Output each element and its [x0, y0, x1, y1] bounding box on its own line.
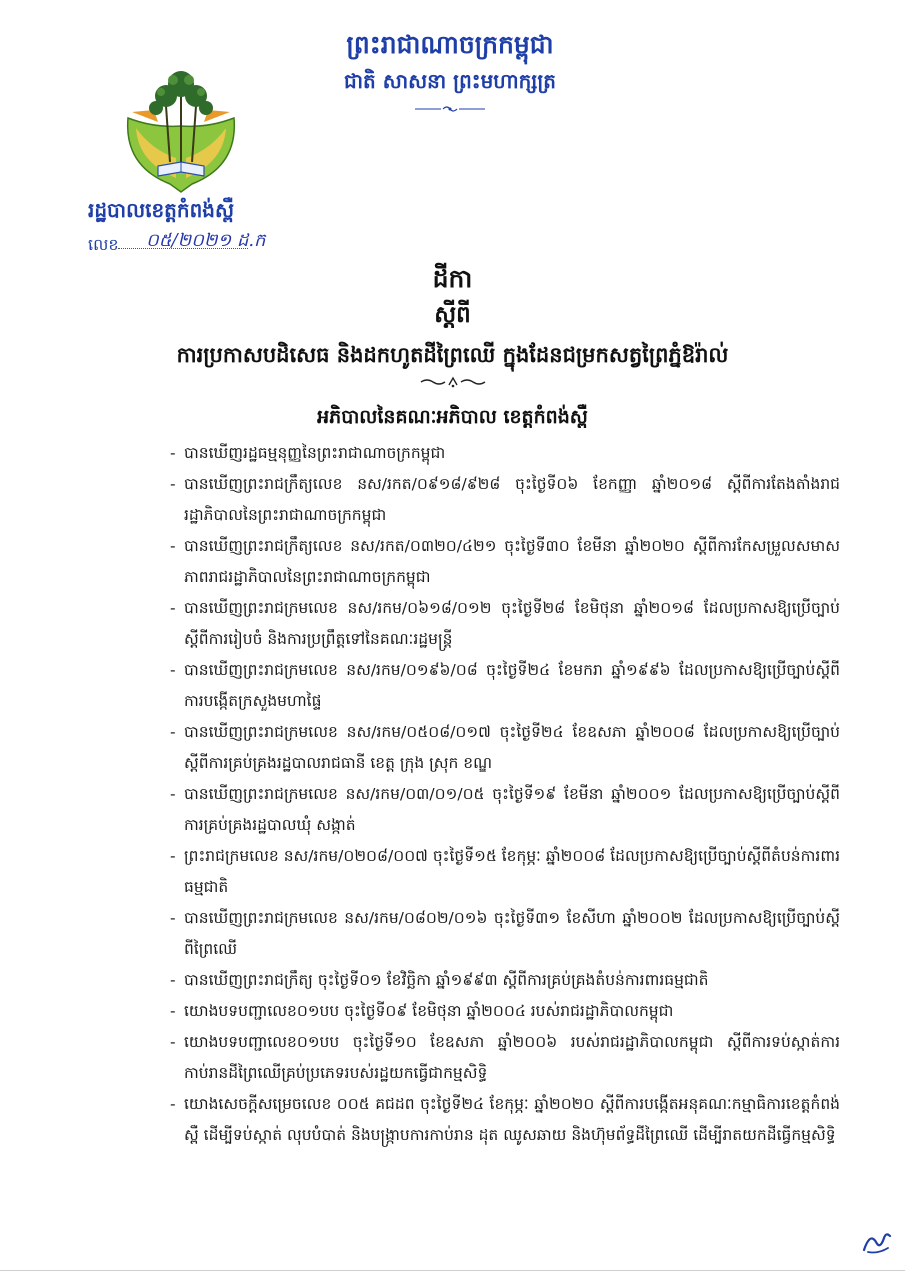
- kingdom-title: ព្រះរាជាណាចក្រកម្ពុជា: [346, 30, 554, 59]
- reference-number-line: [88, 230, 288, 256]
- recital-item: - យោងបទបញ្ជាលេខ០១បប ចុះថ្ងៃទី១០ ខែឧសភា ឆ្នាំ២០០៦ របស់រាជរដ្ឋាភិបាលកម្ពុជា ស្តីពីការទប់ស្កាត់ការកាប់រានដីព្រៃឈើគ្រប់ប្រភេទរបស់រដ្ឋយកធ្វើជាកម្មសិទ្ធិ: [170, 1027, 840, 1089]
- recital-item: - បានឃើញព្រះរាជក្រឹត្យលេខ នស/រកត/០៩១៨/៩២៨ ចុះថ្ងៃទី០៦ ខែកញ្ញា ឆ្នាំ២០១៨ ស្តីពីការតែងតាំងរាជរដ្ឋាភិបាលនៃព្រះរាជាណាចក្រកម្ពុជា: [170, 469, 840, 531]
- reference-label: លេខ: [88, 235, 119, 254]
- provincial-emblem-icon: [118, 66, 244, 194]
- reference-number: ០៥/២០២១ ដ.ក: [146, 230, 266, 251]
- page-bottom-edge: [0, 1270, 905, 1271]
- recital-item: - បានឃើញរដ្ឋធម្មនុញ្ញនៃព្រះរាជាណាចក្រកម្ពុជា: [170, 438, 840, 469]
- recitals-list: [170, 438, 840, 1151]
- document-title-block: [100, 262, 805, 432]
- document-subject: ការប្រកាសបដិសេធ និងដកហូតដីព្រៃឈើ ក្នុងដែនជម្រកសត្វព្រៃភ្នំឱរ៉ាល់: [176, 343, 729, 367]
- handwritten-initials-icon: [862, 1228, 892, 1256]
- recital-item: - បានឃើញព្រះរាជក្រមលេខ នស/រកម/០៨០២/០១៦ ចុះថ្ងៃទី៣១ ខែសីហា ឆ្នាំ២០០២ ដែលប្រកាសឱ្យប្រើច្បាប់ស្តីពីព្រៃឈើ: [170, 903, 840, 965]
- recital-item: - បានឃើញព្រះរាជក្រមលេខ នស/រកម/០១៩៦/០៨ ចុះថ្ងៃទី២៤ ខែមករា ឆ្នាំ១៩៩៦ ដែលប្រកាសឱ្យប្រើច្បាប់ស្តីពីការបង្កើតក្រសួងមហាផ្ទៃ: [170, 655, 840, 717]
- recital-item: - បានឃើញព្រះរាជក្រមលេខ នស/រកម/០៥០៨/០១៧ ចុះថ្ងៃទី២៤ ខែឧសភា ឆ្នាំ២០០៨ ដែលប្រកាសឱ្យប្រើច្បាប់ស្តីពីការគ្រប់គ្រងរដ្ឋបាលរាជធានី ខេត្ត ក្រុង ស្រុក ខណ្ឌ: [170, 717, 840, 779]
- recital-item: - បានឃើញព្រះរាជក្រមលេខ នស/រកម/០៣/០១/០៥ ចុះថ្ងៃទី១៩ ខែមីនា ឆ្នាំ២០០១ ដែលប្រកាសឱ្យប្រើច្បាប់ស្តីពីការគ្រប់គ្រងរដ្ឋបាលឃុំ សង្កាត់: [170, 779, 840, 841]
- recital-item: - យោងបទបញ្ជាលេខ០១បប ចុះថ្ងៃទី០៩ ខែមិថុនា ឆ្នាំ២០០៤ របស់រាជរដ្ឋាភិបាលកម្ពុជា: [170, 996, 840, 1027]
- kingdom-header: [300, 28, 600, 118]
- recital-item: - បានឃើញព្រះរាជក្រឹត្យលេខ នស/រកត/០៣២០/៤២១ ចុះថ្ងៃទី៣០ ខែមីនា ឆ្នាំ២០២០ ស្តីពីការកែសម្រួលសមាសភាពរាជរដ្ឋាភិបាលនៃព្រះរាជាណាចក្រកម្ពុជា: [170, 531, 840, 593]
- recital-item: - ព្រះរាជក្រមលេខ នស/រកម/០២០៨/០០៧ ចុះថ្ងៃទី១៥ ខែកុម្ភៈ ឆ្នាំ២០០៨ ដែលប្រកាសឱ្យប្រើច្បាប់ស្តីពីតំបន់ការពារធម្មជាតិ: [170, 841, 840, 903]
- ornament-divider-icon: [415, 104, 485, 114]
- issuing-authority: [88, 196, 288, 256]
- document-type: ដីកា: [432, 264, 473, 293]
- document-about: ស្តីពី: [434, 302, 471, 328]
- title-ornament-icon: [417, 376, 489, 388]
- recital-item: - យោងសេចក្តីសម្រេចលេខ ០០៥ គជដព ចុះថ្ងៃទី២៤ ខែកុម្ភៈ ឆ្នាំ២០២០ ស្តីពីការបង្កើតអនុគណៈកម្មាធិការខេត្តកំពង់ស្ពឺ ដើម្បីទប់ស្កាត់ លុបបំបាត់ និងបង្រ្កាបការកាប់រាន ដុត ឈូសឆាយ និងហ៊ុមព័ទ្ធដីព្រៃឈើ ដើម្បីរាតយកដីធ្វើកម្មសិទ្ធិ: [170, 1089, 840, 1151]
- kingdom-motto: ជាតិ សាសនា ព្រះមហាក្សត្រ: [344, 69, 556, 93]
- issuing-authority-heading: អភិបាលនៃគណៈអភិបាល ខេត្តកំពង់ស្ពឺ: [317, 406, 588, 428]
- recital-item: - បានឃើញព្រះរាជក្រមលេខ នស/រកម/០៦១៨/០១២ ចុះថ្ងៃទី២៨ ខែមិថុនា ឆ្នាំ២០១៨ ដែលប្រកាសឱ្យប្រើច្បាប់ស្តីពីការរៀបចំ និងការប្រព្រឹត្តទៅនៃគណៈរដ្ឋមន្ត្រី: [170, 593, 840, 655]
- issuer-name: រដ្ឋបាលខេត្តកំពង់ស្ពឺ: [88, 198, 234, 222]
- recital-item: - បានឃើញព្រះរាជក្រឹត្យ ចុះថ្ងៃទី០១ ខែវិច្ឆិកា ឆ្នាំ១៩៩៣ ស្តីពីការគ្រប់គ្រងតំបន់ការពារធម្មជាតិ: [170, 965, 840, 996]
